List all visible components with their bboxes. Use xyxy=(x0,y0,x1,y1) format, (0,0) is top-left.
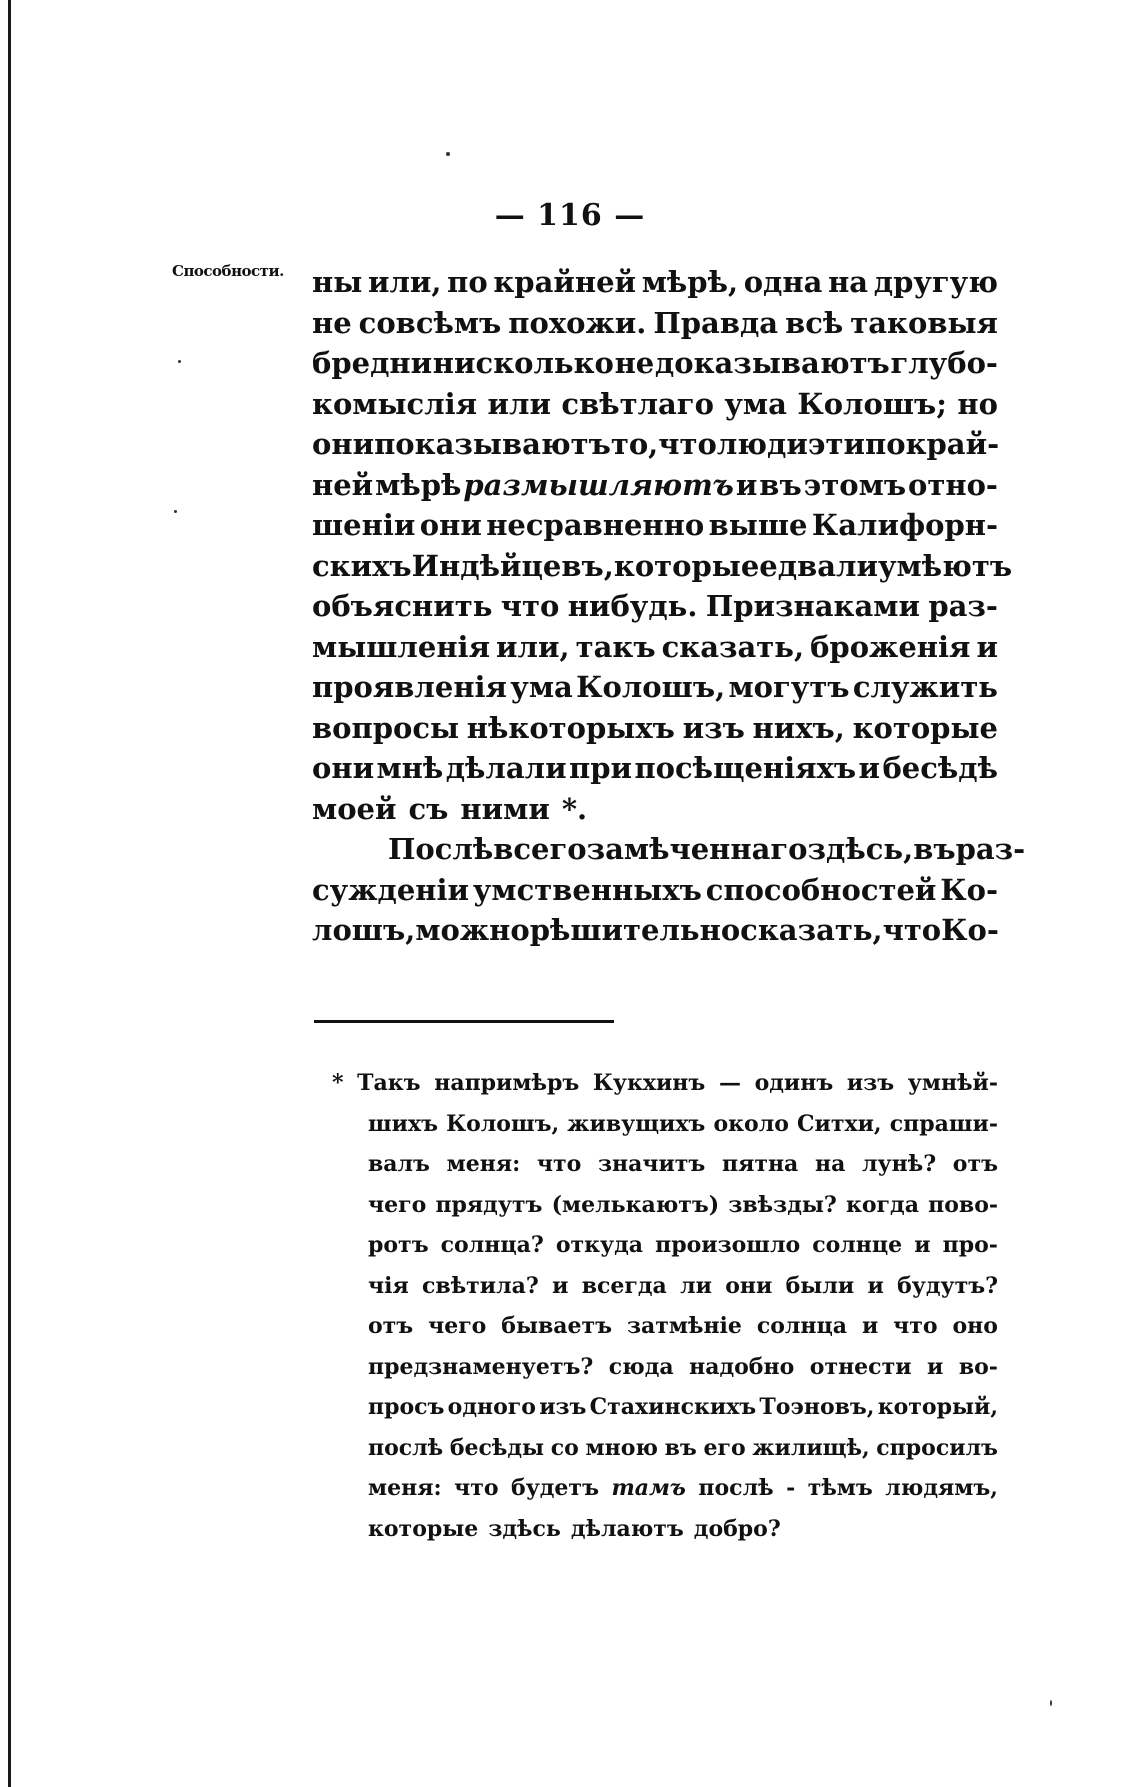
main-text-line: они мнѣ дѣлали при посѣщеніяхъ и бесѣдѣ xyxy=(312,751,998,785)
footnote-line: шихъ Колошъ, живущихъ около Ситхи, спраши- xyxy=(368,1110,998,1137)
main-text xyxy=(312,262,1026,951)
main-text-line: вопросы нѣкоторыхъ изъ нихъ, которые xyxy=(312,710,998,745)
main-text-line: бредни нисколько не доказываютъ глубо- xyxy=(312,346,998,380)
main-text-line: они показываютъ то, что люди эти по край- xyxy=(312,427,1000,461)
main-text-line: объяснить что нибудь. Признаками раз- xyxy=(312,589,998,623)
ink-speck xyxy=(1050,1700,1052,1706)
main-text-line: Послѣ всего замѣченнаго здѣсь, въ раз- xyxy=(388,832,1026,866)
footnote xyxy=(332,1063,998,1549)
margin-note: Способности. xyxy=(172,262,284,280)
page-number: — 116 — xyxy=(494,198,646,233)
footnote-line: ротъ солнца? откуда произошло солнце и про- xyxy=(368,1232,998,1258)
footnote-line: отъ чего бываетъ затмѣніе солнца и что оно xyxy=(368,1313,998,1339)
footnote-line: предзнаменуетъ? сюда надобно отнести и во- xyxy=(368,1353,998,1380)
main-text-line: проявленія ума Колошъ, могутъ служить xyxy=(312,670,998,704)
main-text-line: шеніи они несравненно выше Калифорн- xyxy=(312,508,998,542)
footnote-line: * Такъ напримѣръ Кукхинъ — одинъ изъ умнѣй- xyxy=(332,1070,998,1096)
main-text-line: скихъ Индѣйцевъ, которые едвали умѣютъ xyxy=(312,548,1013,583)
footnote-line: меня: что будетъ тамъ послѣ - тѣмъ людямъ, xyxy=(368,1475,998,1501)
main-text-line: мышленія или, такъ сказать, броженія и xyxy=(312,629,998,664)
footnote-line: просъ одного изъ Стахинскихъ Тоэновъ, который, xyxy=(368,1394,998,1420)
footnote-rule xyxy=(314,1020,614,1023)
footnote-line: послѣ бесѣды со мною въ его жилищѣ, спросилъ xyxy=(368,1434,998,1461)
main-text-line: лошъ, можно рѣшительно сказать, что Ко- xyxy=(312,913,999,947)
footnote-line: которые здѣсь дѣлаютъ добро? xyxy=(368,1515,781,1542)
main-text-line: не совсѣмъ похожи. Правда всѣ таковыя xyxy=(312,305,998,340)
footnote-line: чего прядутъ (мелькаютъ) звѣзды? когда пово- xyxy=(368,1191,998,1218)
page-edge xyxy=(8,0,11,1787)
main-text-line: моей съ ними *. xyxy=(312,791,588,826)
ink-speck xyxy=(446,152,450,156)
main-text-line: комыслія или свѣтлаго ума Колошъ; но xyxy=(312,386,998,421)
ink-speck xyxy=(178,360,181,363)
main-text-line: ны или, по крайней мѣрѣ, одна на другую xyxy=(312,265,998,299)
main-text-line: сужденіи умственныхъ способностей Ко- xyxy=(312,872,998,907)
footnote-line: чія свѣтила? и всегда ли они были и будутъ? xyxy=(368,1272,998,1299)
main-text-line: ней мѣрѣ размышляютъ и въ этомъ отно- xyxy=(312,467,998,502)
footnote-line: валъ меня: что значитъ пятна на лунѣ? отъ xyxy=(368,1151,998,1177)
ink-speck xyxy=(174,510,177,513)
